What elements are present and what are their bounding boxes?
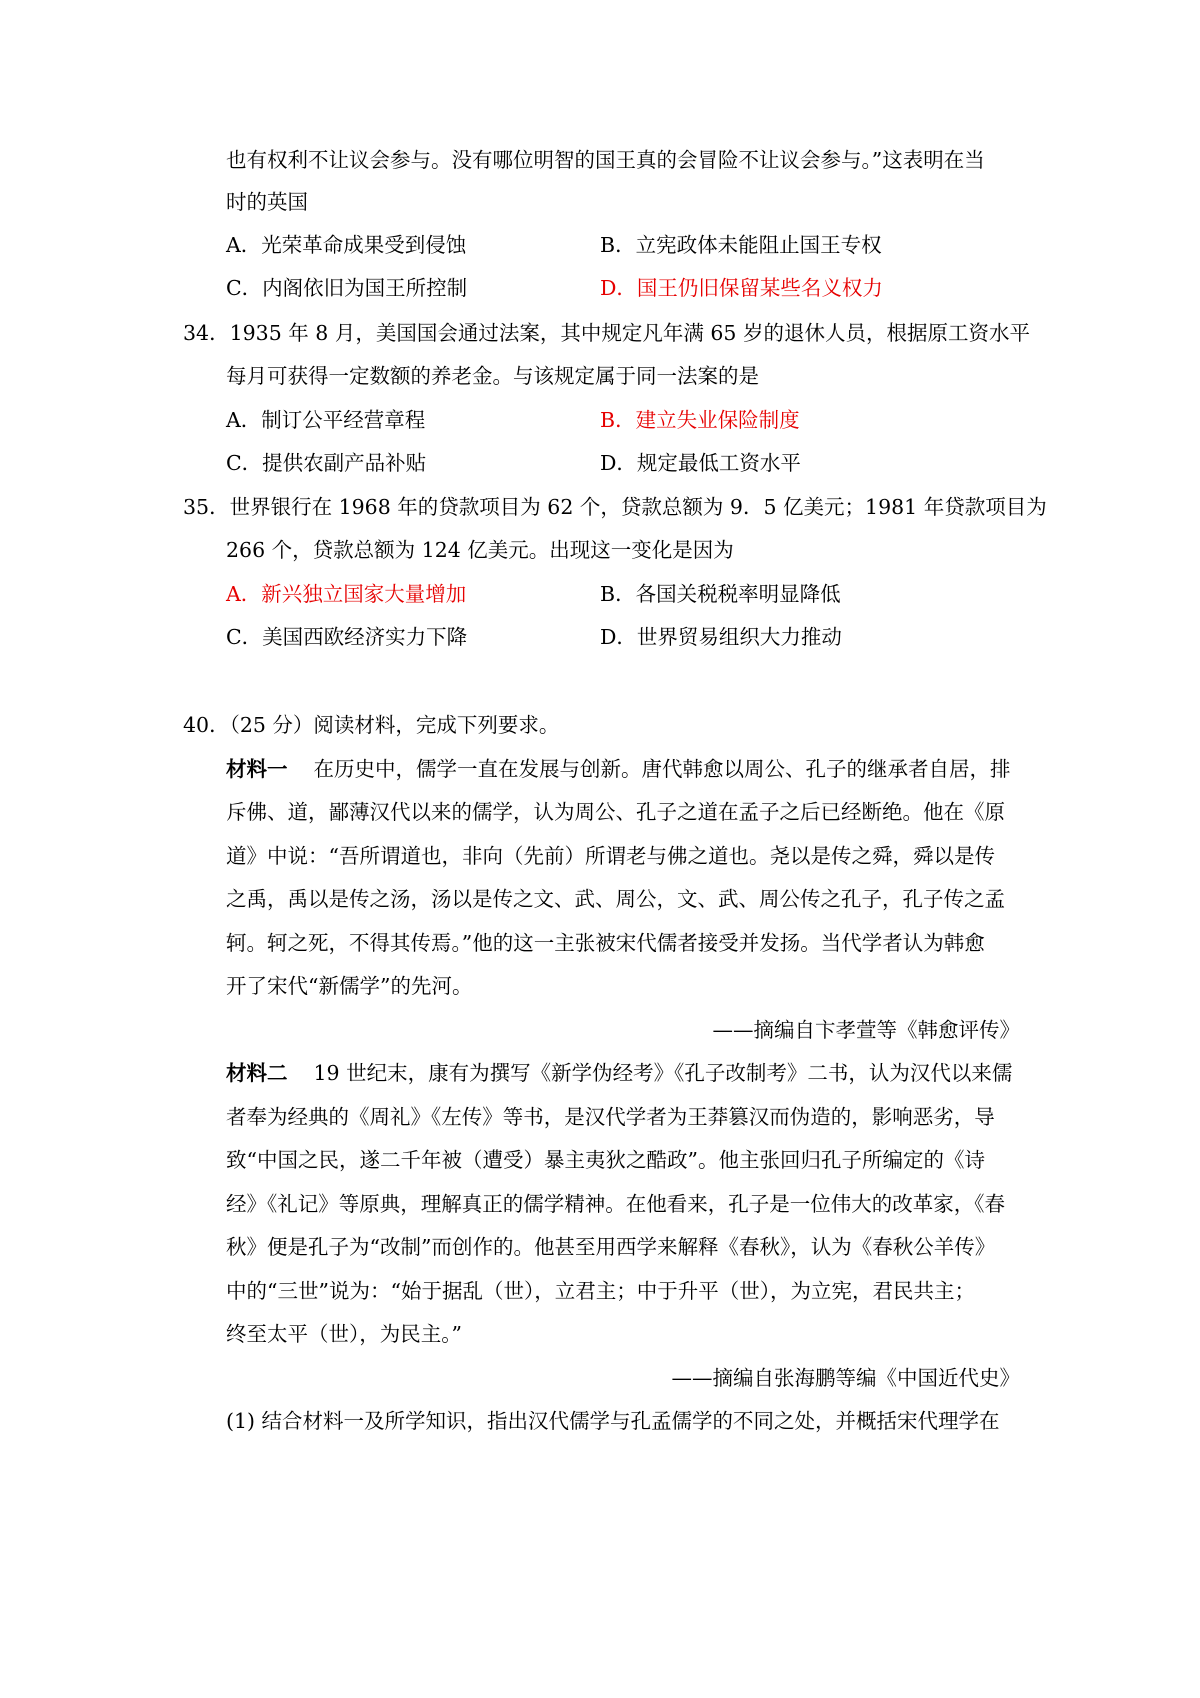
q33-option-a: A．光荣革命成果受到侵蚀 [226,233,467,257]
material-2-line: 秋》便是孔子为“改制”而创作的。他甚至用西学来解释《春秋》，认为《春秋公羊传》 [226,1235,996,1259]
material-1-source: ——摘编自卞孝萱等《韩愈评传》 [712,1018,1020,1042]
q33-option-d-answer: D．国王仍旧保留某些名义权力 [600,276,883,300]
q34-option-c: C．提供农副产品补贴 [226,451,427,475]
q35-stem-line: 266 个，贷款总额为 124 亿美元。出现这一变化是因为 [226,538,734,562]
q34-stem-line: 34．1935 年 8 月，美国国会通过法案，其中规定凡年满 65 岁的退休人员，根据原工资水平 [183,321,1030,345]
q34-option-d: D．规定最低工资水平 [600,451,801,475]
q35-stem-line: 35．世界银行在 1968 年的贷款项目为 62 个，贷款总额为 9．5 亿美元；1981 年贷款项目为 [183,495,1047,519]
material-1-text: 在历史中，儒学一直在发展与创新。唐代韩愈以周公、孔子的继承者自居，排 [313,757,1011,781]
material-1-line: 斥佛、道，鄙薄汉代以来的儒学，认为周公、孔子之道在孟子之后已经断绝。他在《原 [226,800,1005,824]
material-1-label: 材料一 [226,757,288,781]
material-2-line: 者奉为经典的《周礼》《左传》等书，是汉代学者为王莽篡汉而伪造的，影响恶劣，导 [226,1105,995,1129]
material-2-line: 经》《礼记》等原典，理解真正的儒学精神。在他看来，孔子是一位伟大的改革家，《春 [226,1192,1005,1216]
q33-stem-line: 时的英国 [226,190,308,214]
material-1-line: 轲。轲之死，不得其传焉。”他的这一主张被宋代儒者接受并发扬。当代学者认为韩愈 [226,931,985,955]
material-2-source: ——摘编自张海鹏等编《中国近代史》 [671,1366,1020,1390]
material-2-first-line [226,1059,1012,1087]
material-2-line: 致“中国之民，遂二千年被（遭受）暴主夷狄之酷政”。他主张回归孔子所编定的《诗 [226,1148,985,1172]
material-2-line: 中的“三世”说为：“始于据乱（世），立君主；中于升平（世），为立宪，君民共主； [226,1279,975,1303]
q40-header: 40．（25 分）阅读材料，完成下列要求。 [183,713,560,737]
material-1-line: 道》中说：“吾所谓道也，非向（先前）所谓老与佛之道也。尧以是传之舜，舜以是传 [226,844,995,868]
q35-option-b: B．各国关税税率明显降低 [600,582,841,606]
q34-option-a: A．制订公平经营章程 [226,408,426,432]
q35-option-c: C．美国西欧经济实力下降 [226,625,468,649]
q35-option-d: D．世界贸易组织大力推动 [600,625,842,649]
material-1-first-line [226,755,1011,783]
material-1-line: 开了宋代“新儒学”的先河。 [226,974,473,998]
q35-option-a-answer: A．新兴独立国家大量增加 [226,582,467,606]
q40-subquestion-1: (1) 结合材料一及所学知识，指出汉代儒学与孔孟儒学的不同之处，并概括宋代理学在 [226,1409,1000,1433]
material-1-line: 之禹，禹以是传之汤，汤以是传之文、武、周公，文、武、周公传之孔子，孔子传之孟 [226,887,1005,911]
q34-stem-line: 每月可获得一定数额的养老金。与该规定属于同一法案的是 [226,364,759,388]
q34-option-b-answer: B．建立失业保险制度 [600,408,800,432]
material-2-line: 终至太平（世），为民主。” [226,1322,462,1346]
q33-stem-line: 也有权利不让议会参与。没有哪位明智的国王真的会冒险不让议会参与。”这表明在当 [226,148,985,172]
q33-option-c: C．内阁依旧为国王所控制 [226,276,468,300]
q33-option-b: B．立宪政体未能阻止国王专权 [600,233,882,257]
material-2-label: 材料二 [226,1061,288,1085]
material-2-text: 19 世纪末，康有为撰写《新学伪经考》《孔子改制考》二书，认为汉代以来儒 [313,1061,1013,1085]
